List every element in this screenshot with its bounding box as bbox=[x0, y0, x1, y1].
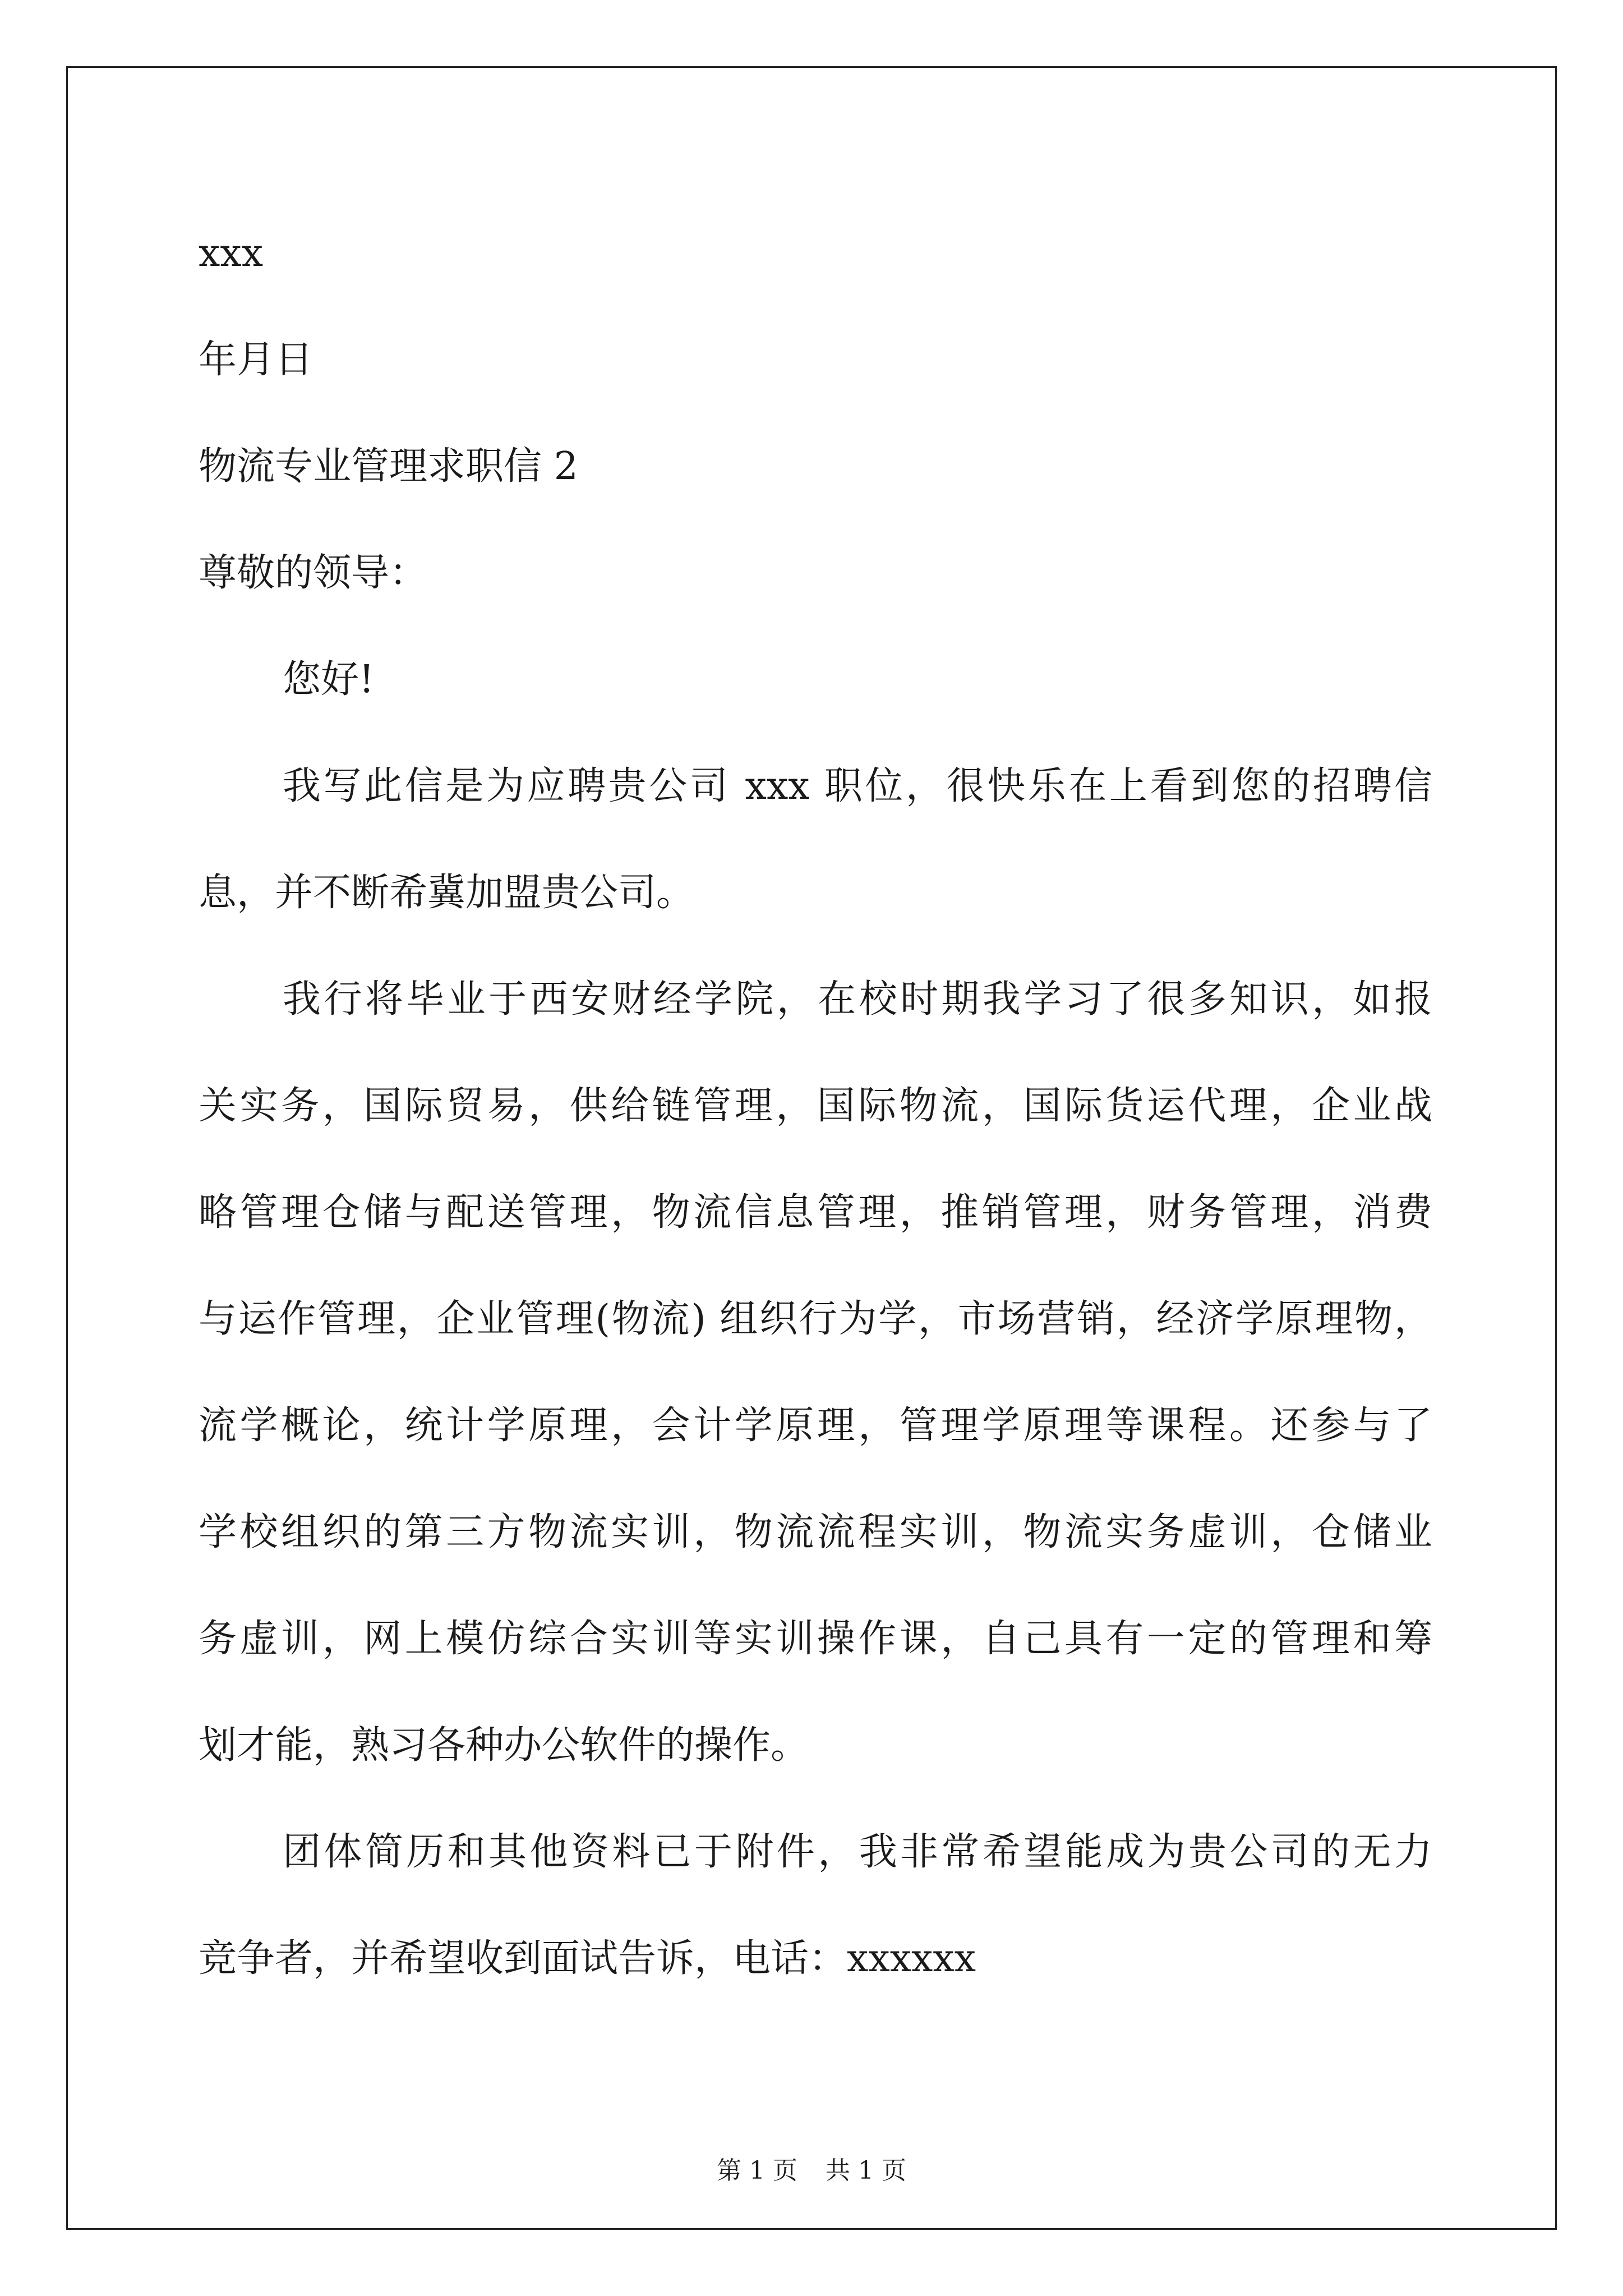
paragraph-1-line-1: 我写此信是为应聘贵公司 xxx 职位，很快乐在上看到您的招聘信 bbox=[283, 764, 1432, 808]
paragraph-2-line-6: 学校组织的第三方物流实训，物流流程实训，物流实务虚训，仓储业 bbox=[199, 1510, 1432, 1554]
page-footer bbox=[0, 2154, 1623, 2188]
page-border bbox=[66, 66, 1557, 2230]
paragraph-2-line-5: 流学概论，统计学原理，会计学原理，管理学原理等课程。还参与了 bbox=[199, 1404, 1432, 1448]
page-number-total: 共 1 页 bbox=[826, 2156, 906, 2185]
date-line: 年月日 bbox=[199, 338, 313, 382]
paragraph-3-line-2: 竞争者，并希望收到面试告诉，电话：xxxxxx bbox=[199, 1936, 976, 1981]
salutation: 尊敬的领导： bbox=[199, 551, 428, 595]
paragraph-2-line-1: 我行将毕业于西安财经学院，在校时期我学习了很多知识，如报 bbox=[283, 977, 1432, 1022]
paragraph-3-line-1: 团体简历和其他资料已于附件，我非常希望能成为贵公司的无力 bbox=[283, 1830, 1432, 1874]
page-number-current: 第 1 页 bbox=[717, 2156, 797, 2185]
letter-title: 物流专业管理求职信 2 bbox=[199, 444, 578, 489]
paragraph-2-line-3: 略管理仓储与配送管理，物流信息管理，推销管理，财务管理，消费 bbox=[199, 1190, 1432, 1235]
greeting: 您好! bbox=[283, 657, 375, 702]
paragraph-2-line-8: 划才能，熟习各种办公软件的操作。 bbox=[199, 1723, 809, 1768]
paragraph-2-line-4: 与运作管理，企业管理(物流) 组织行为学，市场营销，经济学原理物， bbox=[199, 1297, 1432, 1341]
sender-name: xxx bbox=[199, 231, 264, 275]
paragraph-2-line-7: 务虚训，网上模仿综合实训等实训操作课，自己具有一定的管理和筹 bbox=[199, 1617, 1432, 1661]
paragraph-1-line-2: 息，并不断希冀加盟贵公司。 bbox=[199, 871, 695, 915]
paragraph-2-line-2: 关实务，国际贸易，供给链管理，国际物流，国际货运代理，企业战 bbox=[199, 1084, 1432, 1128]
